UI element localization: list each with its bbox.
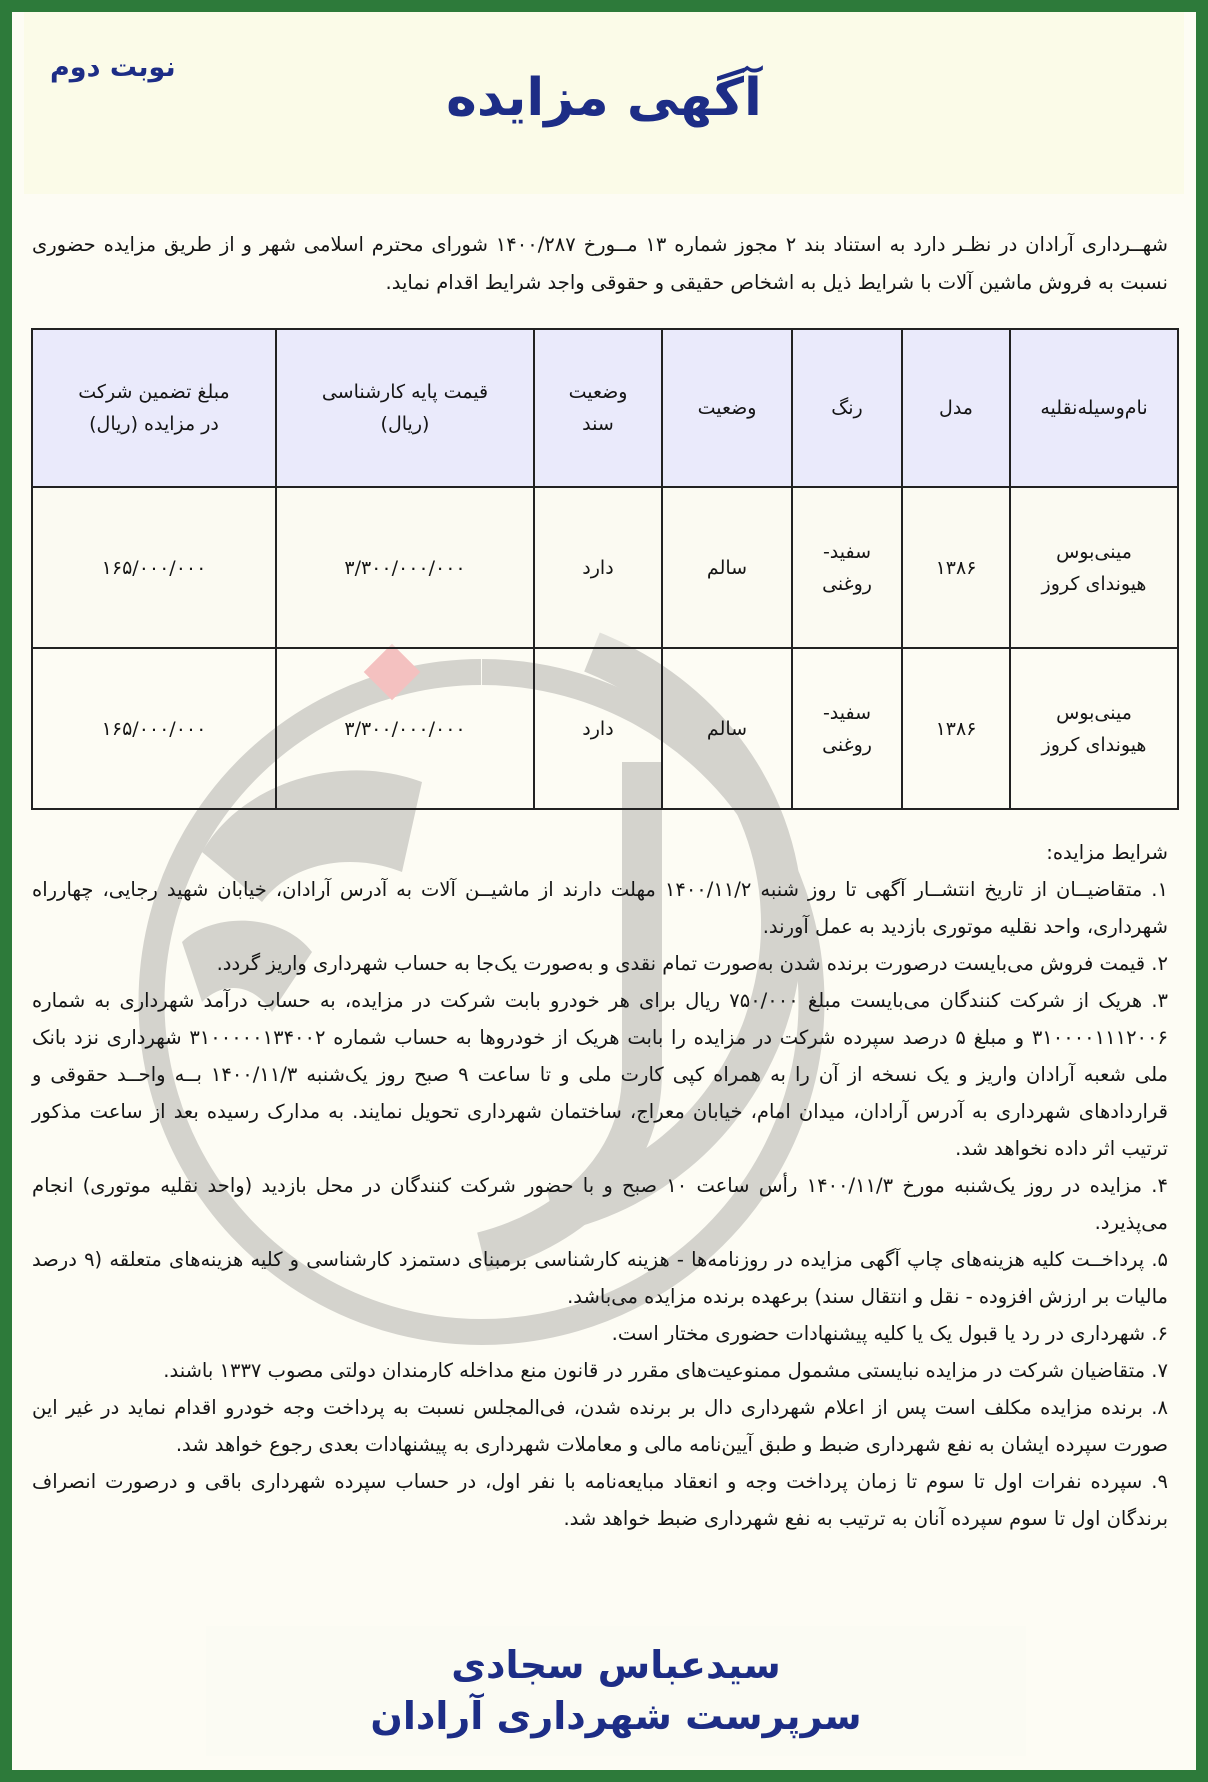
publication-round: نوبت دوم [50, 52, 176, 83]
cell-model: ۱۳۸۶ [902, 648, 1010, 809]
notice-title: آگهی مزایده [446, 68, 762, 128]
signatory-role: سرپرست شهرداری آرادان [370, 1694, 862, 1738]
condition-item: ۲. قیمت فروش می‌بایست درصورت برنده شدن به‌صورت تمام نقدی و به‌صورت یک‌جا به حساب شهرداری واریز گردد. [216, 952, 1168, 975]
condition-item: ۷. متقاضیان شرکت در مزایده نبایستی مشمول ممنوعیت‌های مقرر در قانون منع مداخله کارمندان دولتی مصوب ۱۳۳۷ باشند. [163, 1359, 1168, 1382]
cell-base-price: ۳/۳۰۰/۰۰۰/۰۰۰ [276, 648, 534, 809]
signatory-name: سیدعباس سجادی [451, 1643, 781, 1687]
cell-vehicle-name: مینی‌بوس هیوندای کروز [1010, 648, 1178, 809]
cell-document-status: دارد [534, 648, 662, 809]
cell-document-status: دارد [534, 487, 662, 648]
col-guarantee-amount: مبلغ تضمین شرکت در مزایده (ریال) [32, 329, 276, 487]
intro-paragraph: شهــرداری آرادان در نظـر دارد به استناد بند ۲ مجوز شماره ۱۳ مــورخ ۱۴۰۰/۲۸۷ شورای محترم اسلامی شهر و از طریق مزایده حضوری نسبت به فروش ماشین آلات با شرایط ذیل به اشخاص حقیقی و حقوقی واجد شرایط اقدام نماید. [32, 233, 1168, 294]
condition-item: ۶. شهرداری در رد یا قبول یک یا کلیه پیشنهادات حضوری مختار است. [611, 1322, 1168, 1345]
conditions-title: شرایط مزایده: [1046, 841, 1168, 864]
condition-item: ۸. برنده مزایده مکلف است پس از اعلام شهرداری دال بر برنده شدن، فی‌المجلس نسبت به پرداخت وجه خودرو اقدام نماید در غیر این صورت سپرده ایشان به نفع شهرداری ضبط و طبق آیین‌نامه مالی و معاملات شهرداری به پیشنهادات بعدی رجوع خواهد شد. [32, 1396, 1168, 1456]
col-vehicle-name: نام‌وسیله‌نقلیه [1010, 329, 1178, 487]
table-row [32, 487, 1178, 648]
auction-conditions [32, 834, 1168, 1537]
col-condition: وضعیت [662, 329, 792, 487]
cell-model: ۱۳۸۶ [902, 487, 1010, 648]
cell-color: سفید- روغنی [792, 487, 902, 648]
cell-base-price: ۳/۳۰۰/۰۰۰/۰۰۰ [276, 487, 534, 648]
cell-color: سفید- روغنی [792, 648, 902, 809]
col-model: مدل [902, 329, 1010, 487]
cell-condition: سالم [662, 648, 792, 809]
cell-guarantee-amount: ۱۶۵/۰۰۰/۰۰۰ [32, 487, 276, 648]
notice-frame [12, 12, 1196, 1770]
vehicles-table [31, 328, 1179, 810]
table-row [32, 648, 1178, 809]
condition-item: ۹. سپرده نفرات اول تا سوم تا زمان پرداخت وجه و انعقاد مبایعه‌نامه با نفر اول، در حساب سپرده شهرداری باقی و درصورت انصراف برندگان اول تا سوم سپرده آنان به ترتیب به نفع شهرداری ضبط خواهد شد. [32, 1470, 1168, 1530]
condition-item: ۳. هریک از شرکت کنندگان می‌بایست مبلغ ۷۵۰/۰۰۰ ریال برای هر خودرو بابت شرکت در مزایده، به حساب درآمد شهرداری به شماره ۳۱۰۰۰۰۱۱۱۲۰۰۶ و مبلغ ۵ درصد سپرده شرکت در مزایده را بابت هریک از خودروها به حساب شماره ۳۱۰۰۰۰۰۱۳۴۰۰۲ شهرداری نزد بانک ملی شعبه آرادان واریز و یک نسخه از آن را به همراه کپی کارت ملی و تا ساعت ۹ صبح روز یک‌شنبه ۱۴۰۰/۱۱/۳ بــه واحــد حقوقی و قراردادهای شهرداری به آدرس آرادان، میدان امام، خیابان معراج، ساختمان شهرداری تحویل نمایند. به مدارک رسیده بعد از ساعت مذکور ترتیب اثر داده نخواهد شد. [32, 989, 1168, 1160]
condition-item: ۴. مزایده در روز یک‌شنبه مورخ ۱۴۰۰/۱۱/۳ رأس ساعت ۱۰ صبح و با حضور شرکت کنندگان در محل بازدید (واحد نقلیه موتوری) انجام می‌پذیرد. [32, 1174, 1168, 1234]
col-color: رنگ [792, 329, 902, 487]
cell-vehicle-name: مینی‌بوس هیوندای کروز [1010, 487, 1178, 648]
cell-condition: سالم [662, 487, 792, 648]
condition-item: ۵. پرداخــت کلیه هزینه‌های چاپ آگهی مزایده در روزنامه‌ها - هزینه کارشناسی برمبنای دستمزد کارشناسی و کلیه هزینه‌های متعلقه (۹ درصد مالیات بر ارزش افزوده - نقل و انتقال سند) برعهده برنده مزایده می‌باشد. [32, 1248, 1168, 1308]
cell-guarantee-amount: ۱۶۵/۰۰۰/۰۰۰ [32, 648, 276, 809]
notice-header [24, 12, 1184, 194]
table-header-row [32, 329, 1178, 487]
signature-box [206, 1626, 1026, 1756]
col-document-status: وضعیت سند [534, 329, 662, 487]
condition-item: ۱. متقاضیــان از تاریخ انتشــار آگهی تا روز شنبه ۱۴۰۰/۱۱/۲ مهلت دارند از ماشیــن آلات به آدرس آرادان، خیابان شهید رجایی، چهارراه شهرداری، واحد نقلیه موتوری بازدید به عمل آورند. [32, 878, 1168, 938]
col-base-price: قیمت پایه کارشناسی (ریال) [276, 329, 534, 487]
